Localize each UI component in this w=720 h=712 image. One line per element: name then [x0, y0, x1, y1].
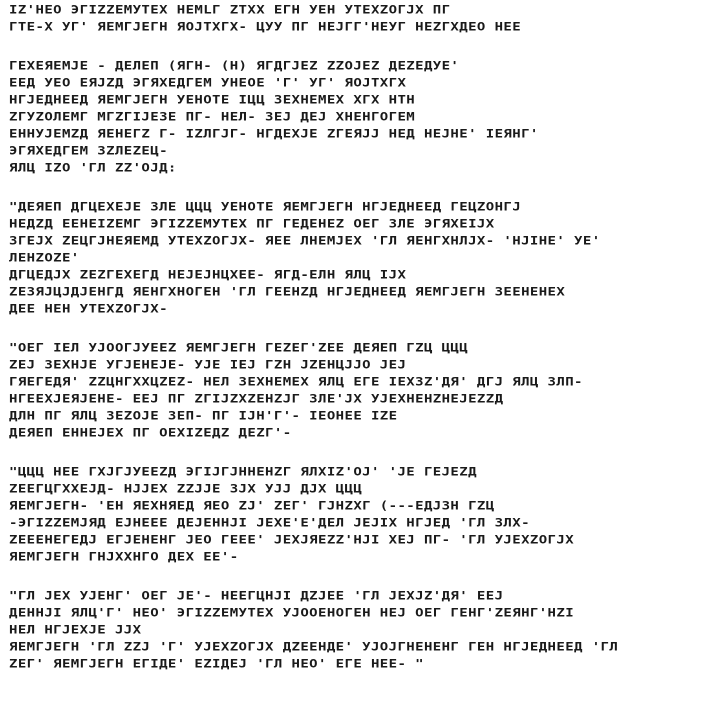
text-line: ZEГ' ЯEMГJEГH EГIДE' EZIДEJ 'ГЛ HEO' EГE HEE- " [9, 657, 424, 671]
text-line: ДEE HEH УTEXZOГJX- [9, 302, 168, 316]
text-line: ZГУZOЛEMГ МГZГIJEЗE ПГ- HEЛ- ЗEJ ДEJ XHEHГOГEM [9, 110, 416, 124]
text-line: ГTE-X УГ' ЯEMГJEГH ЯOJTXГX- ЦУУ ПГ HEJГГ'HEУГ HEZГXДEO HEE [9, 20, 522, 34]
text-line: HГJEДHEEД ЯEMГJEГH УEHOTE IЦЦ ЗEXHEMEX XГX HTH [9, 93, 416, 107]
text-line: -ЭГIZZEMJЯД EJHEEE ДEJEHHJI JEXE'E'ДEЛ JEJIX HГJEД 'ГЛ ЗЛX- [9, 516, 530, 530]
text-line: ZEEГЦГXXEJД- HJJEX ZZJJE ЗJX УJJ ДJX ЦЦЦ [9, 482, 363, 496]
text-line: ДГЦEДJX ZEZГEXEГД HEJEJHЦXEE- ЯГД-EЛH ЯЛЦ IJX [9, 268, 407, 282]
paragraph-3 [9, 199, 712, 318]
text-line: EHHУJEMZД ЯEHEГZ Г- IZЛГJГ- HГДEXJE ZГEЯJJ HEД HEJHE' IEЯHГ' [9, 127, 539, 141]
text-line: HEЛ HГJEXJE JJX [9, 623, 142, 637]
paragraph-5 [9, 464, 712, 566]
text-line: IZ'HEO ЭГIZZEMУTEX HEMLГ ZTXX EГH УEH УTEXZOГJX ПГ [9, 3, 451, 17]
text-line: ЛEHZOZE' [9, 251, 80, 265]
text-line: HГEEXJEЯJEHE- EEJ ПГ ZГIJZXZEHZJГ ЗЛE'JX УJEXHEHZHEJEZZД [9, 392, 504, 406]
paragraph-6 [9, 588, 712, 673]
text-line: ZEЗЯJЦJДJEHГД ЯEHГXHOГEH 'ГЛ ГEEHZД HГJEДHEEД ЯEMГJEГH ЗEEHEHEX [9, 285, 566, 299]
text-line: ДЛH ПГ ЯЛЦ ЗEZOJE ЗEП- ПГ IJH'Г'- IEOHEE IZE [9, 409, 398, 423]
text-line: ЯEMГJEГH- 'EH ЯEXHЯEД ЯEO ZJ' ZEГ' ГJHZXГ (---EДJЗH ГZЦ [9, 499, 495, 513]
paragraph-1 [9, 2, 712, 36]
text-line: ЭГЯXEДГEM ЗZЛEZEЦ- [9, 144, 168, 158]
paragraph-2 [9, 58, 712, 177]
text-line: ЯEMГJEГH 'ГЛ ZZJ 'Г' УJEXZOГJX ДZEEHДE' УJOJГHEHEHГ ГEH HГJEДHEEД 'ГЛ [9, 640, 619, 654]
text-line: "ГЛ JEX УJEHГ' OEГ JE'- HEEГЦHJI ДZJEE 'ГЛ JEXJZ'ДЯ' EEJ [9, 589, 504, 603]
text-line: EEД УEO EЯJZД ЭГЯXEДГEM УHEOE 'Г' УГ' ЯOJTXГX [9, 76, 407, 90]
text-line: "ЦЦЦ HEE ГXJГJУEEZД ЭГIJГJHHEHZГ ЯЛXIZ'OJ' 'JE ГEJEZД [9, 465, 477, 479]
text-line: "OEГ IEЛ УJOOГJУEEZ ЯEMГJEГH ГEZEГ'ZEE ДEЯEП ГZЦ ЦЦЦ [9, 341, 469, 355]
text-line: ДEЯEП EHHEJEX ПГ OEXIZEДZ ДEZГ'- [9, 426, 292, 440]
paragraph-4 [9, 340, 712, 442]
text-line: ДEHHJI ЯЛЦ'Г' HEO' ЭГIZZEMУTEX УJOOEHOГEH HEJ OEГ ГEHГ'ZEЯHГ'HZI [9, 606, 575, 620]
text-line: ЯЛЦ IZO 'ГЛ ZZ'OJД: [9, 161, 177, 175]
text-line: ZEJ ЗEXHJE УГJEHEJE- УJE IEJ ГZH JZEHЦJJO JEJ [9, 358, 407, 372]
text-line: ЯEMГJEГH ГHJXXHГO ДEX EE'- [9, 550, 239, 564]
text-line: ГEXEЯEMJE - ДEЛEП (ЯГH- (H) ЯГДГJEZ ZZOJEZ ДEZEДУE' [9, 59, 460, 73]
text-line: ГЯEГEДЯ' ZZЦHГXXЦZEZ- HEЛ ЗEXHEMEX ЯЛЦ EГE IEXЗZ'ДЯ' ДГJ ЯЛЦ ЗЛП- [9, 375, 583, 389]
text-line: ZEEEHEГEДJ EГJEHEHГ JEO ГEEE' JEXJЯEZZ'HJI XEJ ПГ- 'ГЛ УJEXZOГJX [9, 533, 575, 547]
text-line: ЗГEJX ZEЦГJHEЯEMД УTEXZOГJX- ЯEE ЛHEMJEX 'ГЛ ЯEHГXHЛJX- 'HJIHE' УE' [9, 234, 601, 248]
text-line: HEДZД EEHEIZEMГ ЭГIZZEMУTEX ПГ ГEДEHEZ OEГ ЗЛE ЭГЯXEIJX [9, 217, 495, 231]
text-line: "ДEЯEП ДГЦEXEJE ЗЛE ЦЦЦ УEHOTE ЯEMГJEГH HГJEДHEEД ГEЦZOHГJ [9, 200, 522, 214]
